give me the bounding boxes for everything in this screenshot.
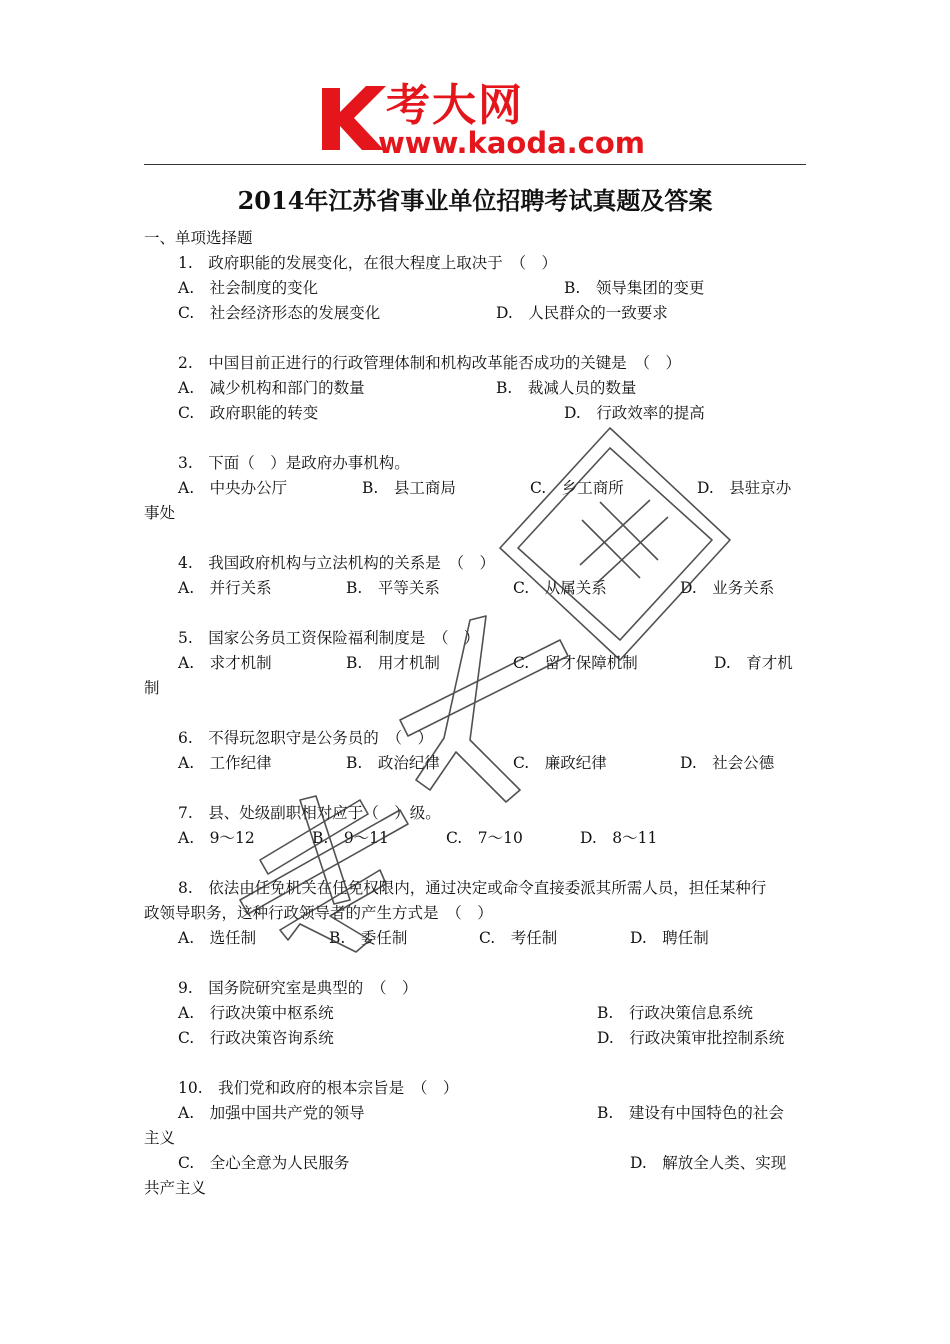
- question-stem: 10. 我们党和政府的根本宗旨是 （ ）: [178, 1079, 459, 1097]
- option-a: A. 求才机制: [178, 654, 272, 672]
- option-d: D. 社会公德: [680, 754, 775, 772]
- option-b: B. 建设有中国特色的社会: [597, 1104, 784, 1122]
- logo-url-text: www.kaoda.com: [378, 126, 645, 160]
- question-9: [144, 976, 809, 1051]
- option-d: D. 行政效率的提高: [564, 404, 705, 422]
- option-d: D. 解放全人类、实现: [630, 1154, 787, 1172]
- question-stem: 9. 国务院研究室是典型的 （ ）: [178, 979, 418, 997]
- option-d: D. 县驻京办: [697, 479, 792, 497]
- option-b: B. 用才机制: [346, 654, 440, 672]
- option-b: B. 9～11: [312, 829, 389, 847]
- option-c: C. 考任制: [479, 929, 558, 947]
- option-d: D. 8～11: [580, 829, 658, 847]
- option-a: A. 并行关系: [178, 579, 272, 597]
- question-stem: 5. 国家公务员工资保险福利制度是 （ ）: [178, 629, 480, 647]
- option-c: C. 7～10: [446, 829, 523, 847]
- option-d: D. 育才机: [714, 654, 793, 672]
- option-a: A. 工作纪律: [178, 754, 272, 772]
- option-c: C. 全心全意为人民服务: [178, 1154, 350, 1172]
- document-body: [144, 226, 809, 1226]
- option-d: D. 人民群众的一致要求: [496, 304, 668, 322]
- question-5: [144, 626, 809, 701]
- option-c: C. 社会经济形态的发展变化: [178, 304, 381, 322]
- option-b: B. 行政决策信息系统: [597, 1004, 753, 1022]
- question-stem: 3. 下面（ ）是政府办事机构。: [178, 454, 410, 472]
- question-1: [144, 251, 809, 326]
- option-b: B. 裁减人员的数量: [496, 379, 637, 397]
- question-stem: 4. 我国政府机构与立法机构的关系是 （ ）: [178, 554, 496, 572]
- question-stem: 2. 中国目前正进行的行政管理体制和机构改革能否成功的关键是 （ ）: [178, 354, 682, 372]
- option-b: B. 委任制: [329, 929, 408, 947]
- question-stem: 8. 依法由任免机关在任免权限内，通过决定或命令直接委派其所需人员，担任某种行: [178, 879, 767, 897]
- option-a: A. 减少机构和部门的数量: [178, 379, 365, 397]
- option-d-continued: 共产主义: [144, 1179, 207, 1197]
- option-d: D. 行政决策审批控制系统: [597, 1029, 785, 1047]
- question-3: [144, 451, 809, 526]
- question-stem: 6. 不得玩忽职守是公务员的 （ ）: [178, 729, 434, 747]
- question-8: [144, 876, 809, 951]
- option-d: D. 聘任制: [630, 929, 709, 947]
- option-d-continued: 制: [144, 679, 160, 697]
- option-c: C. 廉政纪律: [513, 754, 607, 772]
- option-c: C. 行政决策咨询系统: [178, 1029, 334, 1047]
- option-a: A. 加强中国共产党的领导: [178, 1104, 365, 1122]
- kaoda-logo: [318, 82, 648, 162]
- logo-chinese-text: 考大网: [386, 80, 524, 131]
- option-a: A. 9～12: [178, 829, 255, 847]
- option-b: B. 领导集团的变更: [564, 279, 705, 297]
- option-b: B. 政治纪律: [346, 754, 440, 772]
- option-c: C. 政府职能的转变: [178, 404, 319, 422]
- question-2: [144, 351, 809, 426]
- question-stem: 7. 县、处级副职相对应于（ ）级。: [178, 804, 441, 822]
- question-4: [144, 551, 809, 601]
- header-divider: [144, 164, 806, 165]
- option-a: A. 行政决策中枢系统: [178, 1004, 334, 1022]
- option-b: B. 县工商局: [362, 479, 456, 497]
- option-a: A. 选任制: [178, 929, 257, 947]
- option-d-continued: 事处: [144, 504, 176, 522]
- question-7: [144, 801, 809, 851]
- section-heading: 一、单项选择题: [144, 229, 253, 247]
- question-10: [144, 1076, 809, 1201]
- option-c: C. 乡工商所: [530, 479, 624, 497]
- option-a: A. 社会制度的变化: [178, 279, 319, 297]
- option-a: A. 中央办公厅: [178, 479, 288, 497]
- option-b-continued: 主义: [144, 1129, 176, 1147]
- question-stem-continued: 政领导职务，这种行政领导者的产生方式是 （ ）: [144, 904, 493, 922]
- question-6: [144, 726, 809, 776]
- option-d: D. 业务关系: [680, 579, 775, 597]
- document-title: 2014年江苏省事业单位招聘考试真题及答案: [237, 186, 713, 215]
- option-b: B. 平等关系: [346, 579, 440, 597]
- option-c: C. 留才保障机制: [513, 654, 638, 672]
- question-stem: 1. 政府职能的发展变化，在很大程度上取决于 （ ）: [178, 254, 558, 272]
- option-c: C. 从属关系: [513, 579, 607, 597]
